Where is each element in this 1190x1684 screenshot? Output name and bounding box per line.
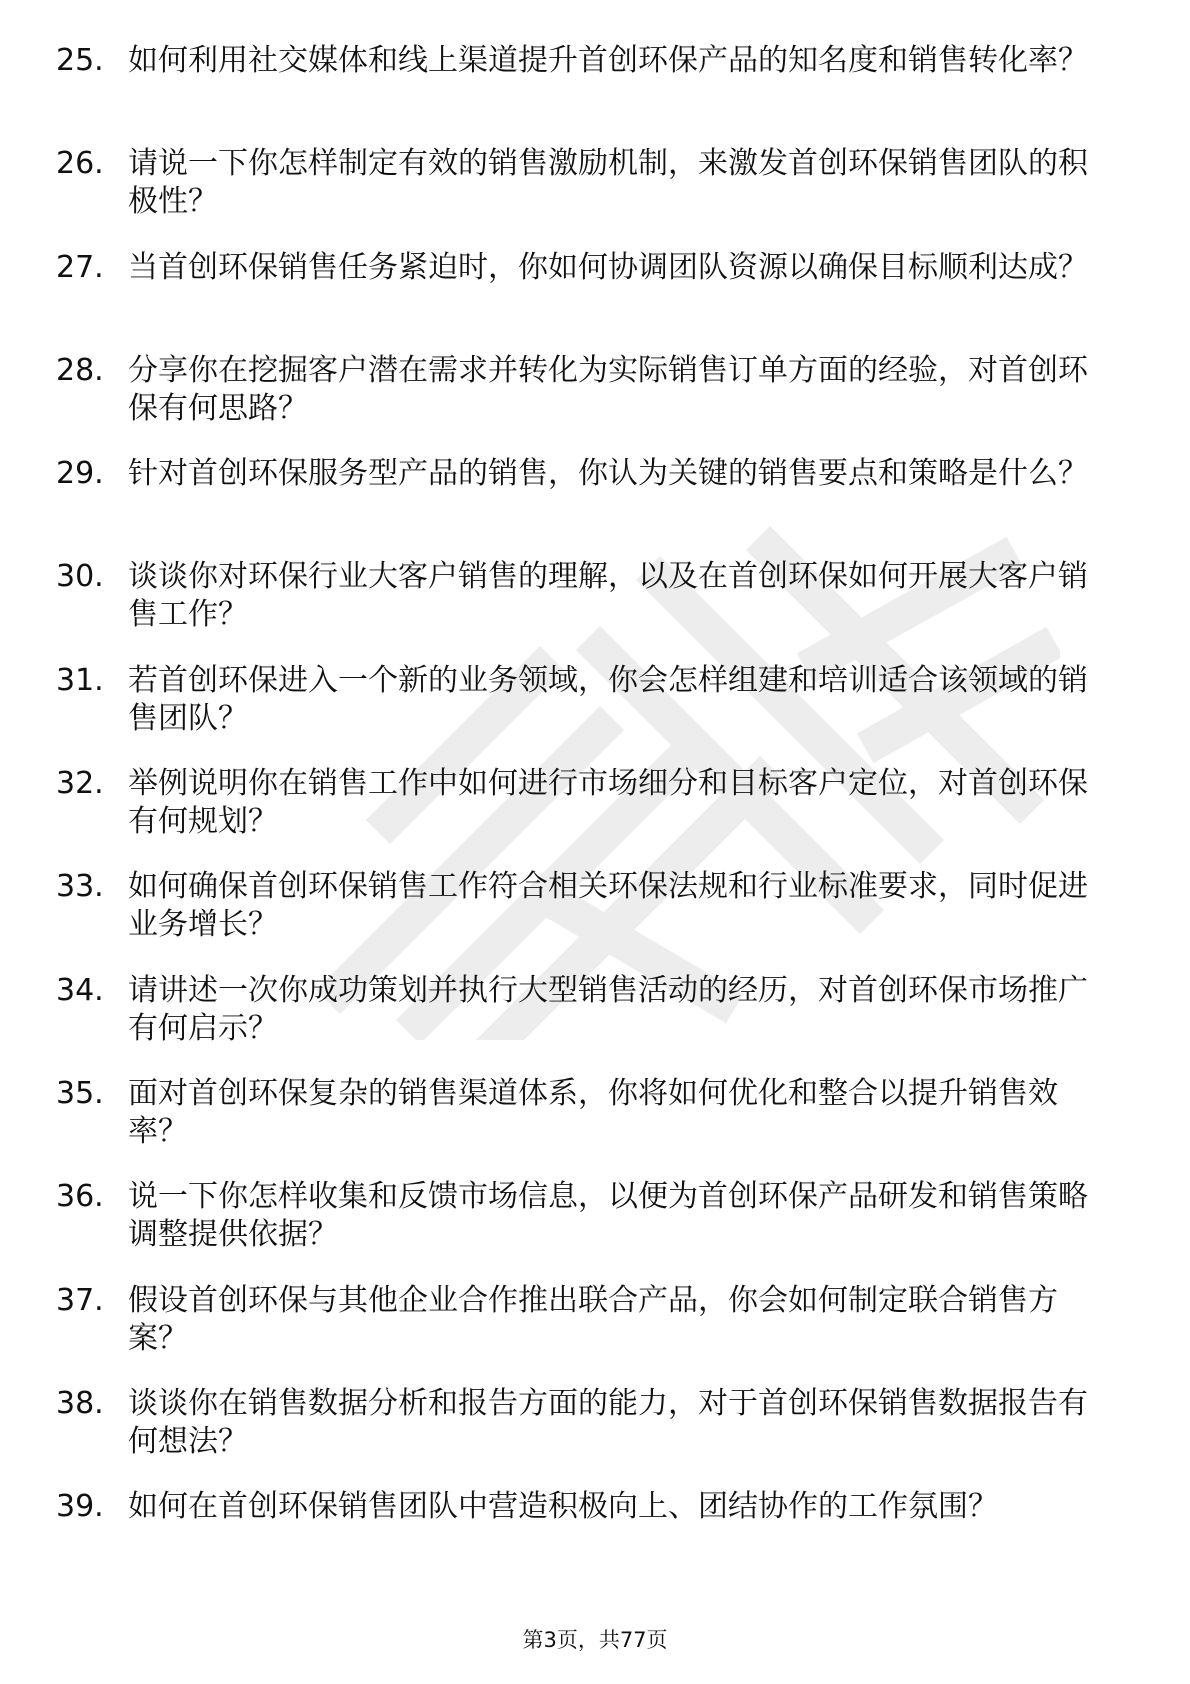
question-text: 举例说明你在销售工作中如何进行市场细分和目标客户定位，对首创环保有何规划？ (128, 766, 1088, 840)
question-number: 25. (56, 43, 104, 78)
question-item (0, 352, 1190, 455)
question-number: 27. (56, 249, 104, 285)
question-item (0, 1178, 1190, 1281)
question-text: 假设首创环保与其他企业合作推出联合产品，你会如何制定联合销售方案？ (128, 1282, 1058, 1356)
question-item (0, 1075, 1190, 1178)
question-text: 如何在首创环保销售团队中营造积极向上、团结协作的工作氛围？ (128, 1489, 998, 1525)
question-item (0, 765, 1190, 868)
question-number: 36. (56, 1179, 104, 1215)
question-item (0, 455, 1190, 558)
question-item (0, 42, 1190, 145)
question-list (0, 42, 1190, 1591)
question-number: 28. (56, 352, 104, 388)
question-item (0, 1282, 1190, 1385)
question-text: 谈谈你对环保行业大客户销售的理解，以及在首创环保如何开展大客户销售工作？ (128, 559, 1088, 633)
question-text: 当首创环保销售任务紧迫时，你如何协调团队资源以确保目标顺利达成？ (128, 249, 1088, 285)
question-item (0, 249, 1190, 352)
question-text: 如何确保首创环保销售工作符合相关环保法规和行业标准要求，同时促进业务增长？ (128, 869, 1088, 943)
question-number: 31. (56, 662, 104, 698)
question-text: 面对首创环保复杂的销售渠道体系，你将如何优化和整合以提升销售效率？ (128, 1075, 1058, 1149)
question-text: 说一下你怎样收集和反馈市场信息，以便为首创环保产品研发和销售策略调整提供依据？ (128, 1179, 1088, 1253)
page-number-footer: 第3页，共77页 (522, 1628, 668, 1652)
question-item (0, 1385, 1190, 1488)
question-text: 分享你在挖掘客户潜在需求并转化为实际销售订单方面的经验，对首创环保有何思路？ (128, 352, 1088, 426)
question-number: 30. (56, 559, 104, 595)
question-text: 谈谈你在销售数据分析和报告方面的能力，对于首创环保销售数据报告有何想法？ (128, 1385, 1088, 1459)
question-number: 29. (56, 456, 104, 492)
question-number: 32. (56, 766, 104, 802)
question-text: 请讲述一次你成功策划并执行大型销售活动的经历，对首创环保市场推广有何启示？ (128, 972, 1088, 1046)
question-item (0, 972, 1190, 1075)
question-number: 35. (56, 1075, 104, 1111)
question-text: 若首创环保进入一个新的业务领域，你会怎样组建和培训适合该领域的销售团队？ (128, 662, 1088, 736)
question-number: 34. (56, 972, 104, 1008)
question-number: 26. (56, 146, 104, 182)
question-number: 33. (56, 869, 104, 905)
question-item (0, 145, 1190, 248)
question-item (0, 868, 1190, 971)
question-number: 38. (56, 1385, 104, 1421)
question-item (0, 558, 1190, 661)
question-item (0, 662, 1190, 765)
question-text: 针对首创环保服务型产品的销售，你认为关键的销售要点和策略是什么？ (128, 456, 1088, 492)
question-text: 如何利用社交媒体和线上渠道提升首创环保产品的知名度和销售转化率？ (128, 43, 1088, 78)
question-number: 37. (56, 1282, 104, 1318)
question-item (0, 1488, 1190, 1591)
question-text: 请说一下你怎样制定有效的销售激励机制，来激发首创环保销售团队的积极性？ (128, 146, 1088, 220)
question-number: 39. (56, 1489, 104, 1525)
